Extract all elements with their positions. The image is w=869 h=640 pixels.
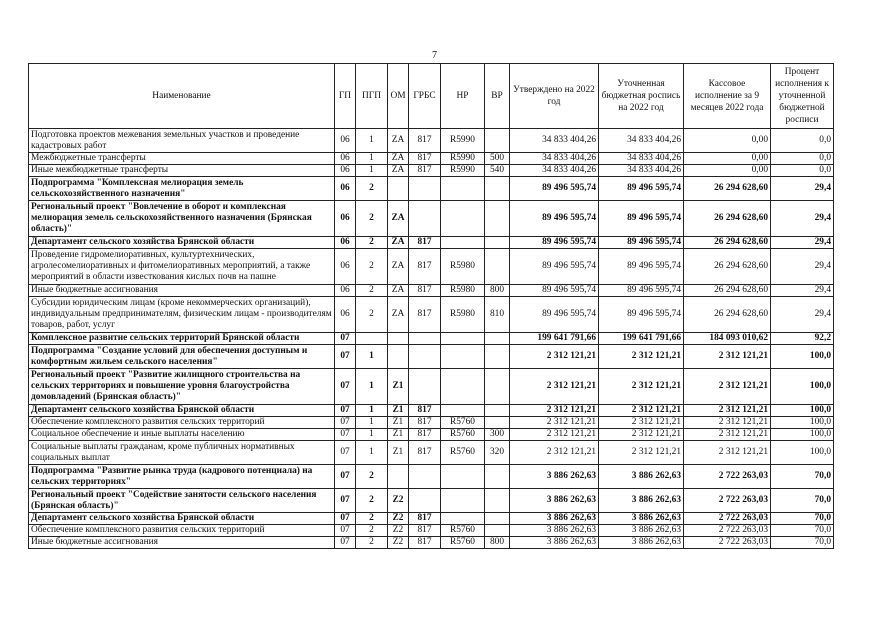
cell-approved: 34 833 404,26 [510, 165, 599, 177]
cell-name: Региональный проект "Вовлечение в оборот и комплексная мелиорация земель сельскохозяйственного назначения (Брянская область)" [29, 201, 335, 237]
cell-vr: 810 [485, 297, 510, 333]
cell-gp: 07 [335, 525, 356, 537]
table-row [29, 333, 834, 345]
cell-approved: 3 886 262,63 [510, 513, 599, 525]
table-row [29, 345, 834, 369]
cell-refined: 89 496 595,74 [599, 297, 684, 333]
cell-vr [485, 129, 510, 153]
cell-percent: 70,0 [771, 537, 834, 549]
cell-vr [485, 249, 510, 285]
cell-gp: 06 [335, 201, 356, 237]
cell-np: R5980 [441, 297, 485, 333]
table-row [29, 237, 834, 249]
cell-refined: 89 496 595,74 [599, 177, 684, 201]
cell-percent: 29,4 [771, 237, 834, 249]
cell-np [441, 237, 485, 249]
cell-grbs [409, 489, 441, 513]
cell-executed: 2 312 121,21 [684, 441, 771, 465]
table-row [29, 489, 834, 513]
cell-name: Межбюджетные трансферты [29, 153, 335, 165]
cell-om: Z2 [388, 489, 409, 513]
cell-gp: 07 [335, 333, 356, 345]
cell-om: ZA [388, 297, 409, 333]
cell-gp: 07 [335, 417, 356, 429]
cell-vr [485, 489, 510, 513]
cell-om: ZA [388, 165, 409, 177]
table-row [29, 177, 834, 201]
cell-om [388, 177, 409, 201]
cell-executed: 2 722 263,03 [684, 513, 771, 525]
cell-grbs [409, 201, 441, 237]
cell-np: R5990 [441, 129, 485, 153]
cell-om: Z2 [388, 513, 409, 525]
cell-approved: 3 886 262,63 [510, 489, 599, 513]
cell-approved: 89 496 595,74 [510, 297, 599, 333]
cell-gp: 07 [335, 369, 356, 405]
cell-np: R5760 [441, 429, 485, 441]
cell-grbs: 817 [409, 153, 441, 165]
cell-vr: 800 [485, 285, 510, 297]
table-row [29, 513, 834, 525]
cell-approved: 3 886 262,63 [510, 525, 599, 537]
cell-ppgp: 1 [356, 405, 388, 417]
cell-grbs: 817 [409, 429, 441, 441]
cell-np [441, 513, 485, 525]
cell-approved: 2 312 121,21 [510, 369, 599, 405]
page-number: 7 [432, 50, 437, 61]
cell-name: Иные межбюджетные трансферты [29, 165, 335, 177]
table-row [29, 285, 834, 297]
cell-ppgp: 1 [356, 345, 388, 369]
cell-approved: 2 312 121,21 [510, 405, 599, 417]
cell-grbs: 817 [409, 237, 441, 249]
cell-np: R5980 [441, 249, 485, 285]
cell-percent: 70,0 [771, 525, 834, 537]
cell-grbs [409, 333, 441, 345]
cell-refined: 3 886 262,63 [599, 537, 684, 549]
cell-grbs [409, 177, 441, 201]
table-row [29, 297, 834, 333]
cell-name: Департамент сельского хозяйства Брянской области [29, 513, 335, 525]
cell-grbs: 817 [409, 441, 441, 465]
header-np: НР [441, 64, 485, 129]
cell-ppgp: 2 [356, 297, 388, 333]
cell-om [388, 345, 409, 369]
cell-gp: 06 [335, 153, 356, 165]
cell-om: ZA [388, 201, 409, 237]
cell-vr [485, 345, 510, 369]
cell-vr [485, 237, 510, 249]
cell-om: Z1 [388, 369, 409, 405]
cell-np: R5760 [441, 537, 485, 549]
cell-om: Z1 [388, 417, 409, 429]
cell-approved: 3 886 262,63 [510, 537, 599, 549]
cell-refined: 2 312 121,21 [599, 429, 684, 441]
cell-ppgp: 1 [356, 165, 388, 177]
cell-refined: 3 886 262,63 [599, 513, 684, 525]
cell-vr: 500 [485, 153, 510, 165]
cell-om [388, 465, 409, 489]
cell-om: Z1 [388, 441, 409, 465]
cell-percent: 0,0 [771, 153, 834, 165]
table-row [29, 129, 834, 153]
cell-executed: 26 294 628,60 [684, 285, 771, 297]
cell-om: ZA [388, 285, 409, 297]
table-row [29, 537, 834, 549]
cell-executed: 26 294 628,60 [684, 249, 771, 285]
cell-ppgp: 2 [356, 249, 388, 285]
cell-gp: 07 [335, 429, 356, 441]
cell-om: ZA [388, 129, 409, 153]
cell-refined: 3 886 262,63 [599, 465, 684, 489]
cell-om: Z2 [388, 525, 409, 537]
header-refined: Уточненная бюджетная роспись на 2022 год [599, 64, 684, 129]
cell-ppgp: 2 [356, 465, 388, 489]
cell-grbs: 817 [409, 285, 441, 297]
cell-approved: 34 833 404,26 [510, 153, 599, 165]
cell-grbs [409, 369, 441, 405]
cell-executed: 2 312 121,21 [684, 405, 771, 417]
cell-name: Департамент сельского хозяйства Брянской области [29, 237, 335, 249]
cell-ppgp: 2 [356, 537, 388, 549]
cell-percent: 29,4 [771, 249, 834, 285]
cell-percent: 0,0 [771, 165, 834, 177]
cell-executed: 0,00 [684, 165, 771, 177]
cell-approved: 2 312 121,21 [510, 441, 599, 465]
cell-executed: 2 722 263,03 [684, 465, 771, 489]
cell-grbs [409, 345, 441, 369]
cell-gp: 07 [335, 345, 356, 369]
table-row [29, 417, 834, 429]
cell-ppgp [356, 333, 388, 345]
cell-np [441, 369, 485, 405]
cell-ppgp: 1 [356, 417, 388, 429]
cell-refined: 2 312 121,21 [599, 345, 684, 369]
header-name: Наименование [29, 64, 335, 129]
cell-name: Проведение гидромелиоративных, культуртехнических, агролесомелиоративных и фитомелиоративных мероприятий, а также мероприятий в области известкования кислых почв на пашне [29, 249, 335, 285]
cell-executed: 2 312 121,21 [684, 369, 771, 405]
cell-vr [485, 201, 510, 237]
cell-ppgp: 2 [356, 237, 388, 249]
cell-name: Региональный проект "Развитие жилищного строительства на сельских территориях и повышение уровня благоустройства домовладений (Брянская область)" [29, 369, 335, 405]
cell-ppgp: 1 [356, 153, 388, 165]
cell-grbs: 817 [409, 513, 441, 525]
header-vr: ВР [485, 64, 510, 129]
cell-executed: 0,00 [684, 153, 771, 165]
cell-name: Субсидии юридическим лицам (кроме некоммерческих организаций), индивидуальным предпринимателям, физическим лицам - производителям товаров, работ, услуг [29, 297, 335, 333]
cell-approved: 89 496 595,74 [510, 285, 599, 297]
cell-vr [485, 417, 510, 429]
cell-approved: 2 312 121,21 [510, 417, 599, 429]
header-grbs: ГРБС [409, 64, 441, 129]
cell-executed: 2 722 263,03 [684, 537, 771, 549]
cell-executed: 26 294 628,60 [684, 201, 771, 237]
cell-name: Региональный проект "Содействие занятости сельского населения (Брянская область)" [29, 489, 335, 513]
cell-executed: 26 294 628,60 [684, 297, 771, 333]
cell-vr [485, 333, 510, 345]
cell-refined: 2 312 121,21 [599, 417, 684, 429]
cell-np [441, 345, 485, 369]
cell-percent: 100,0 [771, 417, 834, 429]
cell-gp: 06 [335, 285, 356, 297]
cell-percent: 29,4 [771, 201, 834, 237]
cell-executed: 26 294 628,60 [684, 237, 771, 249]
cell-om: Z1 [388, 429, 409, 441]
cell-ppgp: 2 [356, 513, 388, 525]
cell-refined: 2 312 121,21 [599, 441, 684, 465]
cell-ppgp: 2 [356, 177, 388, 201]
cell-np: R5980 [441, 285, 485, 297]
cell-name: Департамент сельского хозяйства Брянской области [29, 405, 335, 417]
cell-om: ZA [388, 249, 409, 285]
cell-approved: 2 312 121,21 [510, 429, 599, 441]
cell-executed: 2 312 121,21 [684, 345, 771, 369]
table-row [29, 525, 834, 537]
cell-vr: 320 [485, 441, 510, 465]
table-row [29, 153, 834, 165]
header-gp: ГП [335, 64, 356, 129]
cell-percent: 29,4 [771, 177, 834, 201]
cell-gp: 06 [335, 129, 356, 153]
cell-approved: 89 496 595,74 [510, 237, 599, 249]
cell-ppgp: 1 [356, 129, 388, 153]
cell-executed: 2 722 263,03 [684, 489, 771, 513]
cell-np [441, 489, 485, 513]
cell-refined: 34 833 404,26 [599, 153, 684, 165]
cell-percent: 100,0 [771, 429, 834, 441]
cell-executed: 184 093 010,62 [684, 333, 771, 345]
cell-refined: 89 496 595,74 [599, 201, 684, 237]
cell-refined: 34 833 404,26 [599, 165, 684, 177]
cell-name: Подготовка проектов межевания земельных участков и проведение кадастровых работ [29, 129, 335, 153]
cell-name: Комплексное развитие сельских территорий Брянской области [29, 333, 335, 345]
cell-vr [485, 513, 510, 525]
cell-gp: 07 [335, 465, 356, 489]
cell-approved: 89 496 595,74 [510, 201, 599, 237]
cell-percent: 0,0 [771, 129, 834, 153]
cell-percent: 100,0 [771, 345, 834, 369]
cell-approved: 89 496 595,74 [510, 249, 599, 285]
cell-gp: 06 [335, 297, 356, 333]
cell-name: Обеспечение комплексного развития сельских территорий [29, 417, 335, 429]
cell-gp: 07 [335, 537, 356, 549]
cell-refined: 199 641 791,66 [599, 333, 684, 345]
cell-vr [485, 525, 510, 537]
cell-om [388, 333, 409, 345]
cell-vr [485, 465, 510, 489]
cell-percent: 70,0 [771, 513, 834, 525]
cell-percent: 100,0 [771, 405, 834, 417]
cell-gp: 07 [335, 513, 356, 525]
cell-np: R5760 [441, 525, 485, 537]
cell-refined: 3 886 262,63 [599, 525, 684, 537]
cell-executed: 2 312 121,21 [684, 429, 771, 441]
cell-vr: 300 [485, 429, 510, 441]
cell-grbs [409, 465, 441, 489]
cell-om: Z1 [388, 405, 409, 417]
cell-name: Обеспечение комплексного развития сельских территорий [29, 525, 335, 537]
cell-approved: 2 312 121,21 [510, 345, 599, 369]
cell-np [441, 177, 485, 201]
table-row [29, 465, 834, 489]
cell-np [441, 465, 485, 489]
cell-np [441, 405, 485, 417]
cell-om: ZA [388, 237, 409, 249]
table-row [29, 249, 834, 285]
header-approved: Утверждено на 2022 год [510, 64, 599, 129]
cell-name: Подпрограмма "Комплексная мелиорация земель сельскохозяйственного назначения" [29, 177, 335, 201]
cell-refined: 2 312 121,21 [599, 369, 684, 405]
cell-refined: 2 312 121,21 [599, 405, 684, 417]
cell-ppgp: 2 [356, 525, 388, 537]
cell-percent: 29,4 [771, 297, 834, 333]
cell-name: Подпрограмма "Создание условий для обеспечения доступным и комфортным жильем сельского населения" [29, 345, 335, 369]
cell-refined: 89 496 595,74 [599, 237, 684, 249]
cell-gp: 07 [335, 405, 356, 417]
cell-gp: 06 [335, 177, 356, 201]
cell-grbs: 817 [409, 165, 441, 177]
table-row [29, 165, 834, 177]
cell-approved: 3 886 262,63 [510, 465, 599, 489]
cell-executed: 2 722 263,03 [684, 525, 771, 537]
cell-ppgp: 2 [356, 489, 388, 513]
cell-name: Социальные выплаты гражданам, кроме публичных нормативных социальных выплат [29, 441, 335, 465]
cell-percent: 29,4 [771, 285, 834, 297]
cell-grbs: 817 [409, 525, 441, 537]
cell-grbs: 817 [409, 417, 441, 429]
cell-executed: 26 294 628,60 [684, 177, 771, 201]
cell-grbs: 817 [409, 129, 441, 153]
header-ppgp: ПГП [356, 64, 388, 129]
header-executed: Кассовое исполнение за 9 месяцев 2022 года [684, 64, 771, 129]
cell-om: Z2 [388, 537, 409, 549]
cell-approved: 199 641 791,66 [510, 333, 599, 345]
cell-np: R5990 [441, 165, 485, 177]
cell-gp: 06 [335, 237, 356, 249]
cell-np: R5990 [441, 153, 485, 165]
cell-vr [485, 405, 510, 417]
cell-refined: 34 833 404,26 [599, 129, 684, 153]
cell-refined: 89 496 595,74 [599, 285, 684, 297]
cell-vr: 800 [485, 537, 510, 549]
cell-grbs: 817 [409, 297, 441, 333]
cell-name: Иные бюджетные ассигнования [29, 537, 335, 549]
cell-ppgp: 2 [356, 201, 388, 237]
cell-np [441, 333, 485, 345]
table-row [29, 429, 834, 441]
cell-np: R5760 [441, 441, 485, 465]
cell-approved: 34 833 404,26 [510, 129, 599, 153]
cell-grbs: 817 [409, 537, 441, 549]
cell-om: ZA [388, 153, 409, 165]
cell-percent: 70,0 [771, 465, 834, 489]
budget-table [28, 63, 834, 549]
cell-vr [485, 369, 510, 405]
cell-gp: 07 [335, 441, 356, 465]
table-row [29, 369, 834, 405]
cell-percent: 100,0 [771, 441, 834, 465]
cell-executed: 2 312 121,21 [684, 417, 771, 429]
cell-vr [485, 177, 510, 201]
cell-executed: 0,00 [684, 129, 771, 153]
cell-grbs: 817 [409, 405, 441, 417]
cell-np: R5760 [441, 417, 485, 429]
table-row [29, 441, 834, 465]
table-row [29, 405, 834, 417]
header-om: ОМ [388, 64, 409, 129]
cell-gp: 06 [335, 165, 356, 177]
cell-percent: 100,0 [771, 369, 834, 405]
header-percent: Процент исполнения к уточненной бюджетной росписи [771, 64, 834, 129]
cell-percent: 92,2 [771, 333, 834, 345]
cell-name: Социальное обеспечение и иные выплаты населению [29, 429, 335, 441]
cell-ppgp: 1 [356, 369, 388, 405]
cell-np [441, 201, 485, 237]
cell-vr: 540 [485, 165, 510, 177]
cell-name: Подпрограмма "Развитие рынка труда (кадрового потенциала) на сельских территориях" [29, 465, 335, 489]
cell-gp: 06 [335, 249, 356, 285]
cell-ppgp: 2 [356, 285, 388, 297]
cell-ppgp: 1 [356, 441, 388, 465]
cell-refined: 3 886 262,63 [599, 489, 684, 513]
table-row [29, 201, 834, 237]
cell-grbs: 817 [409, 249, 441, 285]
cell-name: Иные бюджетные ассигнования [29, 285, 335, 297]
cell-gp: 07 [335, 489, 356, 513]
table-header-row [29, 64, 834, 129]
cell-refined: 89 496 595,74 [599, 249, 684, 285]
cell-approved: 89 496 595,74 [510, 177, 599, 201]
cell-ppgp: 1 [356, 429, 388, 441]
cell-percent: 70,0 [771, 489, 834, 513]
